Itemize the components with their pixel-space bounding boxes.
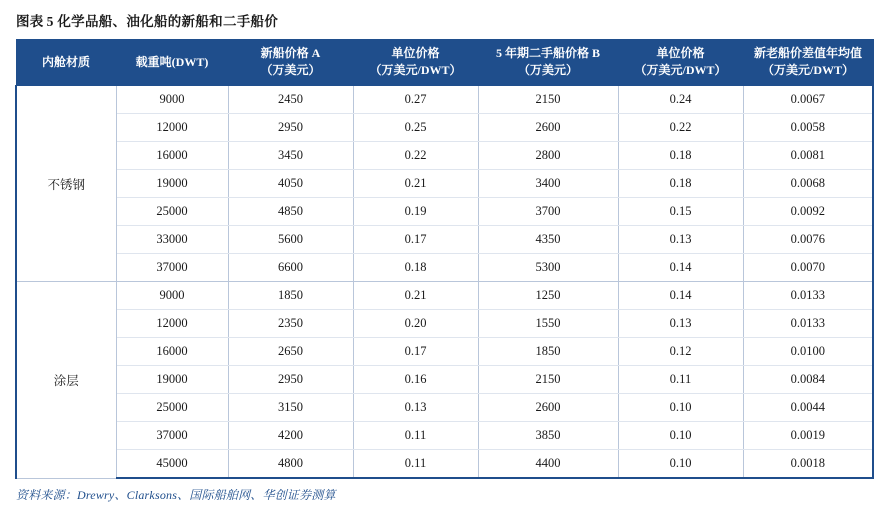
cell-dwt: 16000 bbox=[116, 142, 228, 170]
table-row bbox=[16, 450, 873, 479]
cell-dwt: 12000 bbox=[116, 114, 228, 142]
cell-new-unit: 0.16 bbox=[353, 366, 478, 394]
table-row bbox=[16, 310, 873, 338]
cell-new-price: 2950 bbox=[228, 114, 353, 142]
cell-diff: 0.0100 bbox=[743, 338, 873, 366]
col-header-used-price-l1: 5 年期二手船价格 B bbox=[495, 46, 600, 60]
cell-diff: 0.0070 bbox=[743, 254, 873, 282]
cell-used-unit: 0.11 bbox=[618, 366, 743, 394]
cell-used-unit: 0.10 bbox=[618, 394, 743, 422]
cell-new-price: 2950 bbox=[228, 366, 353, 394]
cell-new-price: 4050 bbox=[228, 170, 353, 198]
cell-dwt: 9000 bbox=[116, 282, 228, 310]
ship-price-table bbox=[15, 39, 874, 479]
cell-new-unit: 0.11 bbox=[353, 450, 478, 479]
cell-new-price: 6600 bbox=[228, 254, 353, 282]
table-body bbox=[16, 86, 873, 479]
col-header-material-l1: 内舱材质 bbox=[41, 54, 90, 69]
col-header-new-unit bbox=[353, 40, 478, 86]
cell-dwt: 19000 bbox=[116, 170, 228, 198]
cell-used-price: 2150 bbox=[478, 86, 618, 114]
cell-used-price: 2150 bbox=[478, 366, 618, 394]
col-header-used-unit bbox=[618, 40, 743, 86]
cell-dwt: 33000 bbox=[116, 226, 228, 254]
cell-diff: 0.0058 bbox=[743, 114, 873, 142]
table-row bbox=[16, 366, 873, 394]
cell-new-unit: 0.21 bbox=[353, 170, 478, 198]
cell-new-price: 4800 bbox=[228, 450, 353, 479]
table-row bbox=[16, 422, 873, 450]
cell-used-price: 3700 bbox=[478, 198, 618, 226]
cell-new-price: 2650 bbox=[228, 338, 353, 366]
col-header-new-unit-l1: 单位价格 bbox=[391, 46, 440, 60]
figure-title bbox=[16, 10, 871, 30]
table-row bbox=[16, 338, 873, 366]
cell-new-price: 4850 bbox=[228, 198, 353, 226]
col-header-material bbox=[16, 40, 116, 86]
cell-diff: 0.0084 bbox=[743, 366, 873, 394]
cell-used-unit: 0.24 bbox=[618, 86, 743, 114]
cell-dwt: 16000 bbox=[116, 338, 228, 366]
col-header-new-price bbox=[228, 40, 353, 86]
cell-new-unit: 0.19 bbox=[353, 198, 478, 226]
cell-new-price: 1850 bbox=[228, 282, 353, 310]
header-row bbox=[16, 40, 873, 86]
col-header-new-price-l1: 新船价格 A bbox=[260, 46, 321, 60]
cell-diff: 0.0044 bbox=[743, 394, 873, 422]
cell-diff: 0.0018 bbox=[743, 450, 873, 479]
cell-new-price: 3150 bbox=[228, 394, 353, 422]
group-material-cell: 涂层 bbox=[16, 282, 116, 479]
col-header-dwt bbox=[116, 40, 228, 86]
cell-used-price: 4350 bbox=[478, 226, 618, 254]
table-row bbox=[16, 282, 873, 310]
table-row bbox=[16, 114, 873, 142]
cell-dwt: 9000 bbox=[116, 86, 228, 114]
col-header-diff-l2: （万美元/DWT） bbox=[761, 63, 854, 77]
cell-new-unit: 0.17 bbox=[353, 226, 478, 254]
cell-diff: 0.0092 bbox=[743, 198, 873, 226]
group-material-cell: 不锈钢 bbox=[16, 86, 116, 282]
cell-used-price: 5300 bbox=[478, 254, 618, 282]
table-header bbox=[16, 40, 873, 86]
cell-new-price: 2450 bbox=[228, 86, 353, 114]
cell-diff: 0.0076 bbox=[743, 226, 873, 254]
cell-new-unit: 0.20 bbox=[353, 310, 478, 338]
cell-diff: 0.0019 bbox=[743, 422, 873, 450]
cell-diff: 0.0081 bbox=[743, 142, 873, 170]
table-row bbox=[16, 86, 873, 114]
cell-used-price: 3850 bbox=[478, 422, 618, 450]
cell-used-unit: 0.10 bbox=[618, 422, 743, 450]
cell-diff: 0.0068 bbox=[743, 170, 873, 198]
figure-label: 图表 bbox=[16, 14, 44, 29]
table-row bbox=[16, 254, 873, 282]
col-header-diff bbox=[743, 40, 873, 86]
cell-new-price: 4200 bbox=[228, 422, 353, 450]
cell-used-price: 2600 bbox=[478, 394, 618, 422]
cell-used-price: 2600 bbox=[478, 114, 618, 142]
cell-used-unit: 0.13 bbox=[618, 310, 743, 338]
table-row bbox=[16, 394, 873, 422]
cell-used-price: 3400 bbox=[478, 170, 618, 198]
cell-new-unit: 0.21 bbox=[353, 282, 478, 310]
cell-new-unit: 0.11 bbox=[353, 422, 478, 450]
table-row bbox=[16, 198, 873, 226]
col-header-diff-l1: 新老船价差值年均值 bbox=[753, 46, 862, 60]
table-row bbox=[16, 226, 873, 254]
col-header-used-unit-l1: 单位价格 bbox=[656, 46, 705, 60]
cell-used-price: 1850 bbox=[478, 338, 618, 366]
col-header-new-price-l2: （万美元） bbox=[260, 63, 321, 77]
cell-dwt: 12000 bbox=[116, 310, 228, 338]
cell-new-price: 2350 bbox=[228, 310, 353, 338]
table-row bbox=[16, 170, 873, 198]
col-header-new-unit-l2: （万美元/DWT） bbox=[369, 63, 462, 77]
col-header-dwt-l1: 载重吨(DWT) bbox=[135, 54, 209, 69]
cell-new-price: 3450 bbox=[228, 142, 353, 170]
cell-new-unit: 0.18 bbox=[353, 254, 478, 282]
cell-used-unit: 0.15 bbox=[618, 198, 743, 226]
cell-dwt: 25000 bbox=[116, 394, 228, 422]
cell-used-unit: 0.13 bbox=[618, 226, 743, 254]
cell-used-unit: 0.10 bbox=[618, 450, 743, 479]
source-note: 资料来源：Drewry、Clarksons、国际船舶网、华创证券测算 bbox=[16, 488, 336, 502]
cell-dwt: 45000 bbox=[116, 450, 228, 479]
cell-dwt: 19000 bbox=[116, 366, 228, 394]
cell-new-price: 5600 bbox=[228, 226, 353, 254]
cell-dwt: 37000 bbox=[116, 422, 228, 450]
cell-used-unit: 0.14 bbox=[618, 254, 743, 282]
col-header-used-price bbox=[478, 40, 618, 86]
figure-number: 5 bbox=[46, 14, 55, 29]
cell-new-unit: 0.17 bbox=[353, 338, 478, 366]
cell-used-price: 2800 bbox=[478, 142, 618, 170]
cell-used-unit: 0.22 bbox=[618, 114, 743, 142]
cell-diff: 0.0133 bbox=[743, 282, 873, 310]
cell-new-unit: 0.13 bbox=[353, 394, 478, 422]
cell-new-unit: 0.25 bbox=[353, 114, 478, 142]
cell-new-unit: 0.27 bbox=[353, 86, 478, 114]
cell-used-price: 4400 bbox=[478, 450, 618, 479]
cell-used-price: 1550 bbox=[478, 310, 618, 338]
cell-used-unit: 0.14 bbox=[618, 282, 743, 310]
col-header-used-unit-l2: （万美元/DWT） bbox=[634, 63, 727, 77]
cell-dwt: 37000 bbox=[116, 254, 228, 282]
cell-new-unit: 0.22 bbox=[353, 142, 478, 170]
cell-used-unit: 0.18 bbox=[618, 142, 743, 170]
cell-dwt: 25000 bbox=[116, 198, 228, 226]
table-row bbox=[16, 142, 873, 170]
cell-used-unit: 0.18 bbox=[618, 170, 743, 198]
cell-diff: 0.0067 bbox=[743, 86, 873, 114]
cell-diff: 0.0133 bbox=[743, 310, 873, 338]
cell-used-unit: 0.12 bbox=[618, 338, 743, 366]
figure-title-text: 化学品船、油化船的新船和二手船价 bbox=[57, 14, 279, 29]
cell-used-price: 1250 bbox=[478, 282, 618, 310]
col-header-used-price-l2: （万美元） bbox=[517, 63, 578, 77]
